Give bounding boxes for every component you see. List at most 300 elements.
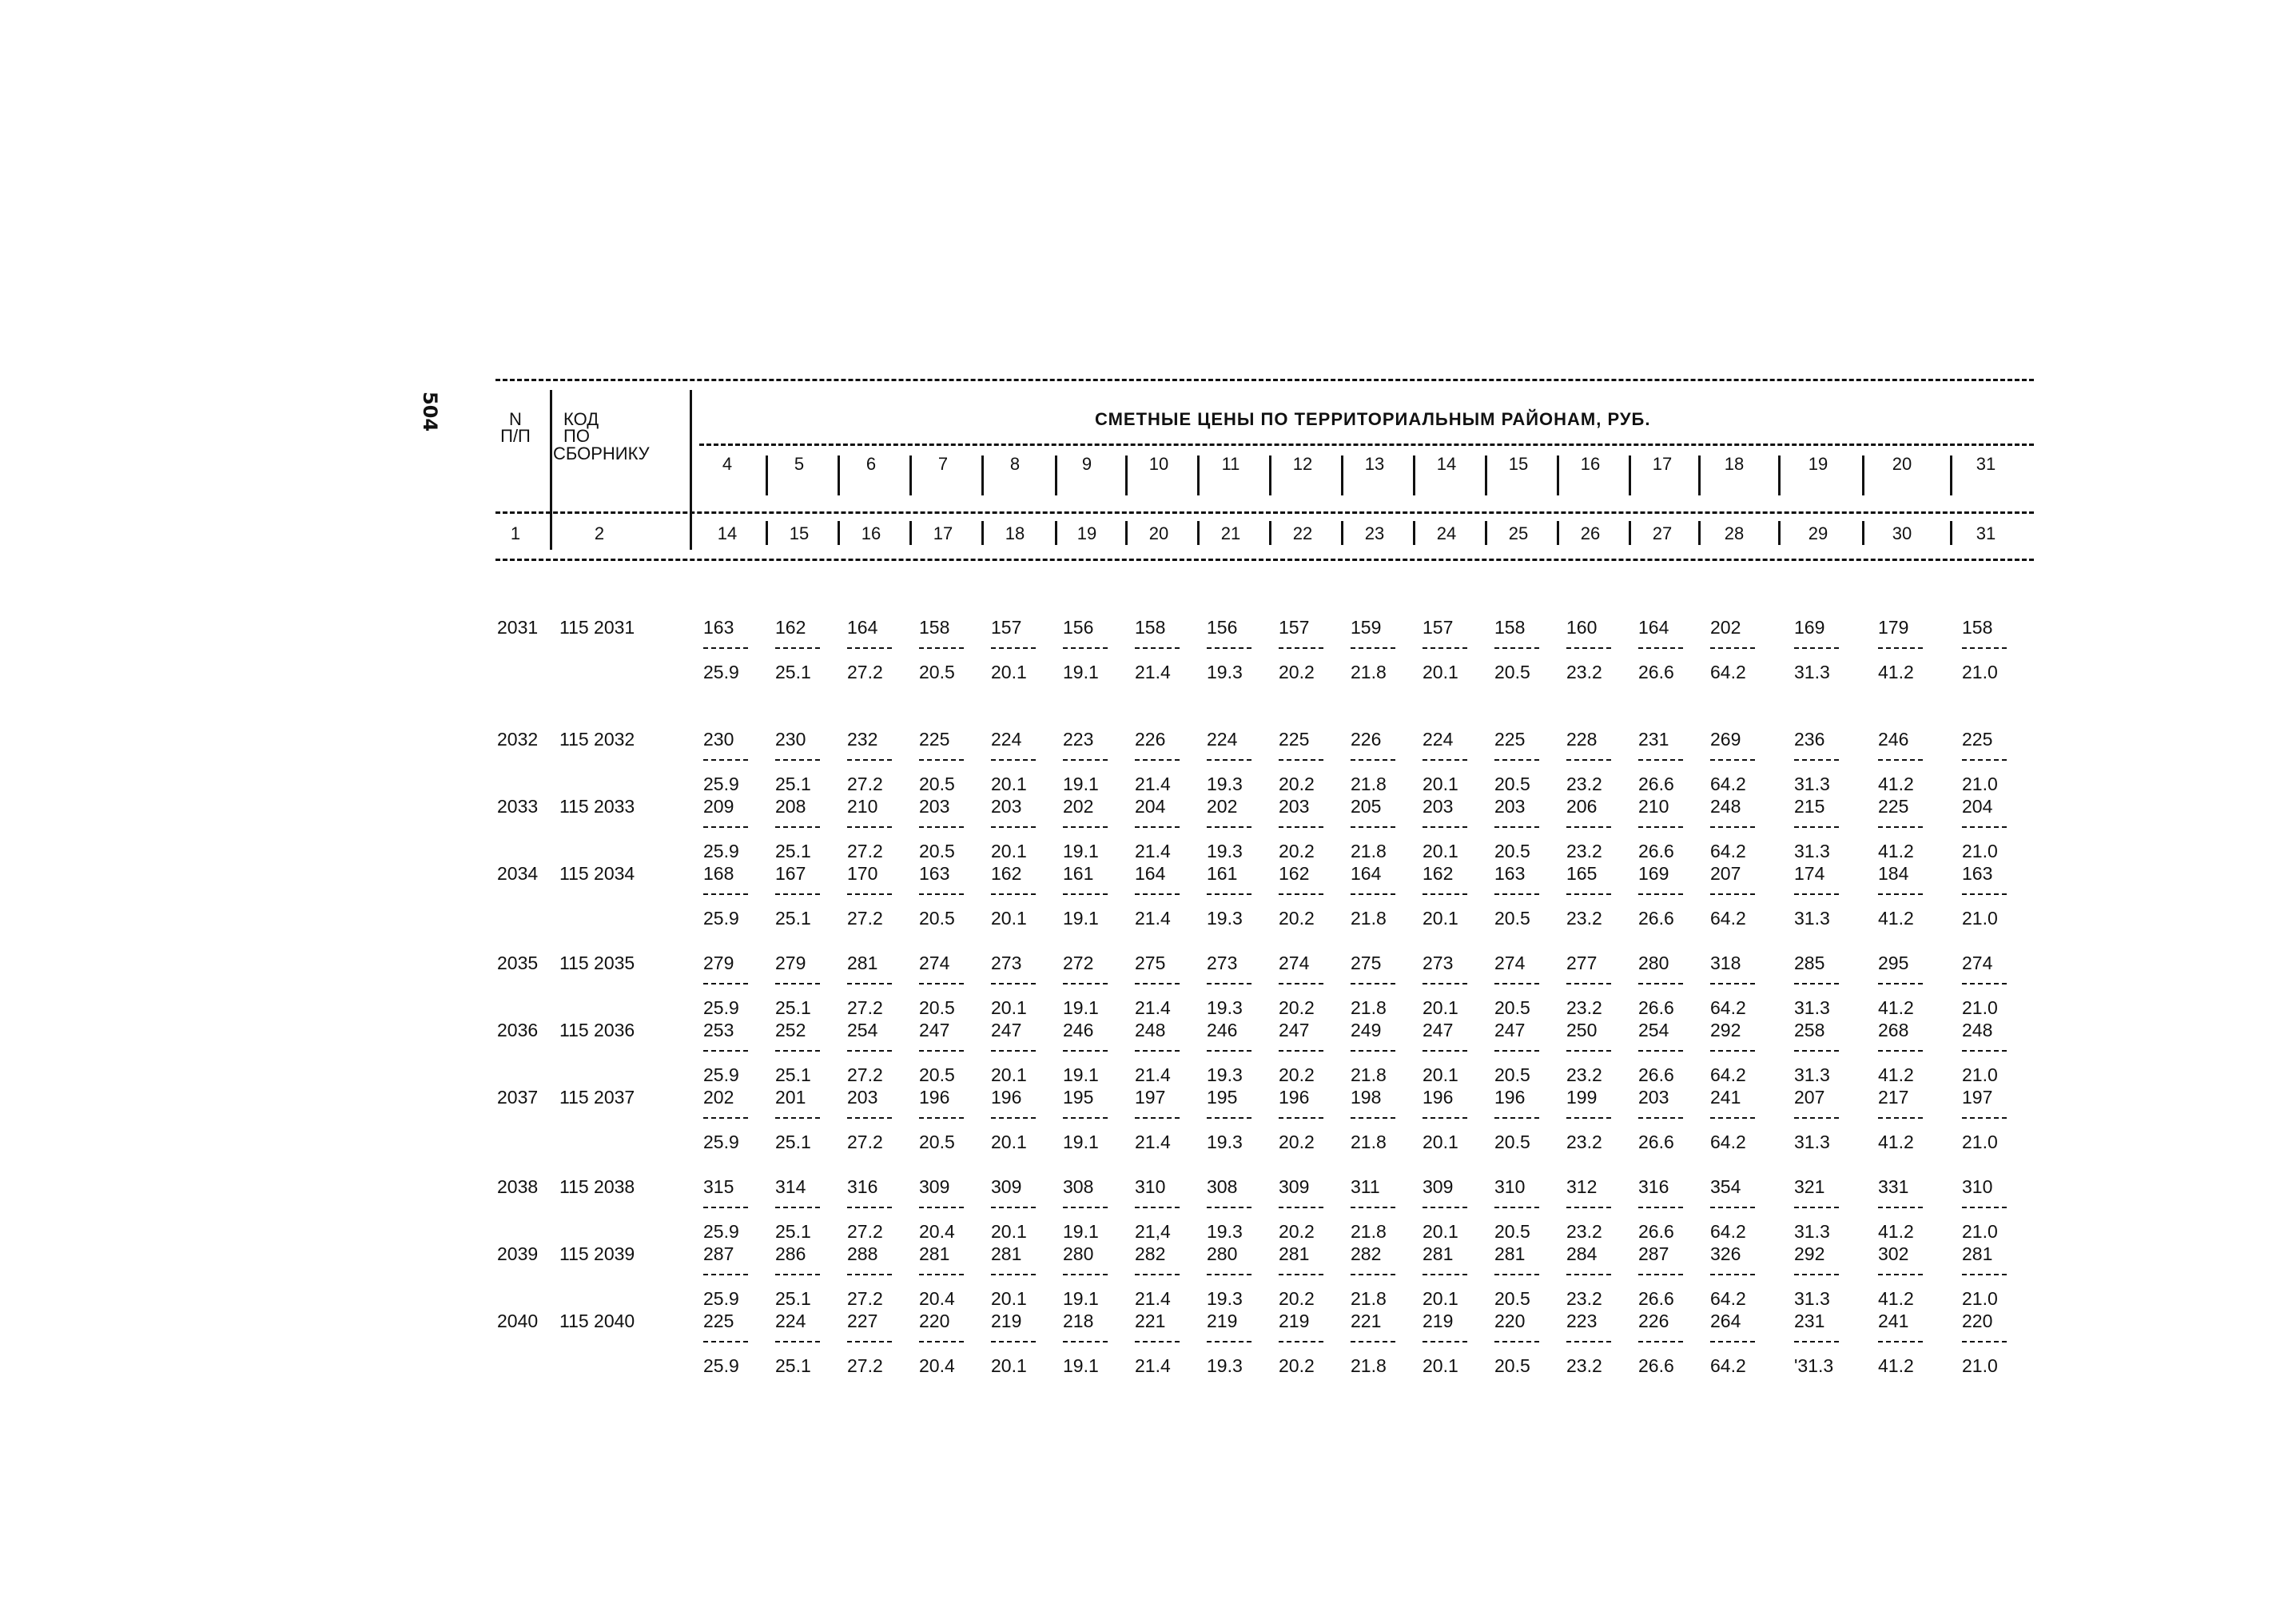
fraction-line <box>1279 1117 1323 1119</box>
price-coefficient: 20.2 <box>1279 1221 1315 1242</box>
price-value: 196 <box>1423 1087 1454 1108</box>
fraction-line <box>1207 1207 1251 1208</box>
fraction-line <box>1962 1050 2007 1052</box>
price-coefficient: 64.2 <box>1710 1355 1746 1376</box>
fraction-line <box>1494 759 1539 761</box>
fraction-line <box>919 1050 964 1052</box>
price-coefficient: 25.9 <box>703 1221 739 1242</box>
price-coefficient: 25.9 <box>703 1355 739 1376</box>
price-coefficient: 26.6 <box>1638 1355 1674 1376</box>
price-value: 248 <box>1135 1020 1166 1040</box>
fraction-line <box>775 647 820 649</box>
price-value: 273 <box>1207 953 1238 973</box>
fraction-line <box>1351 1274 1395 1275</box>
fraction-line <box>1878 1274 1923 1275</box>
price-value: 163 <box>919 863 950 884</box>
header-colnum: 31 <box>1976 523 1996 543</box>
price-coefficient: '31.3 <box>1794 1355 1834 1376</box>
fraction-line <box>1494 647 1539 649</box>
price-coefficient: 41.2 <box>1878 662 1914 682</box>
price-value: 162 <box>1279 863 1310 884</box>
price-value: 316 <box>1638 1176 1669 1197</box>
price-coefficient: 19.1 <box>1063 841 1099 861</box>
fraction-line <box>1878 983 1923 984</box>
fraction-line <box>1423 826 1467 828</box>
header-region: 6 <box>865 454 877 474</box>
price-value: 281 <box>1962 1243 1993 1264</box>
fraction-line <box>1962 759 2007 761</box>
price-coefficient: 19.3 <box>1207 1355 1243 1376</box>
price-coefficient: 26.6 <box>1638 1064 1674 1085</box>
row-number: 2040 <box>497 1311 539 1331</box>
price-value: 247 <box>1494 1020 1526 1040</box>
price-coefficient: 27.2 <box>847 662 883 682</box>
price-coefficient: 21.4 <box>1135 841 1171 861</box>
fraction-line <box>1638 1117 1683 1119</box>
price-value: 254 <box>1638 1020 1669 1040</box>
price-value: 246 <box>1207 1020 1238 1040</box>
price-value: 208 <box>775 796 806 817</box>
price-value: 203 <box>847 1087 878 1108</box>
fraction-line <box>775 893 820 895</box>
fraction-line <box>1494 1274 1539 1275</box>
price-coefficient: 21.8 <box>1351 774 1387 794</box>
price-value: 184 <box>1878 863 1909 884</box>
fraction-line <box>1063 1207 1108 1208</box>
header-colnum: 21 <box>1220 523 1241 543</box>
price-value: 274 <box>1279 953 1310 973</box>
price-value: 281 <box>1279 1243 1310 1264</box>
fraction-line <box>847 1117 892 1119</box>
fraction-line <box>1710 647 1755 649</box>
price-value: 281 <box>1423 1243 1454 1264</box>
fraction-line <box>1962 826 2007 828</box>
fraction-line <box>1207 1050 1251 1052</box>
price-value: 207 <box>1710 863 1741 884</box>
price-coefficient: 25.9 <box>703 908 739 929</box>
price-coefficient: 23.2 <box>1566 1355 1602 1376</box>
price-coefficient: 20.5 <box>1494 774 1530 794</box>
price-value: 230 <box>775 729 806 750</box>
fraction-line <box>991 1207 1036 1208</box>
header-sep-region <box>1862 455 1864 495</box>
fraction-line <box>1135 983 1180 984</box>
fraction-line <box>1063 893 1108 895</box>
fraction-line <box>847 983 892 984</box>
header-colnum: 26 <box>1580 523 1601 543</box>
price-value: 218 <box>1063 1311 1094 1331</box>
fraction-line <box>1351 1050 1395 1052</box>
fraction-line <box>1794 1117 1839 1119</box>
price-coefficient: 20.5 <box>919 662 955 682</box>
price-coefficient: 20.5 <box>919 908 955 929</box>
fraction-line <box>1135 1341 1180 1342</box>
price-value: 224 <box>1207 729 1238 750</box>
price-coefficient: 27.2 <box>847 997 883 1018</box>
header-colnum: 14 <box>717 523 738 543</box>
price-value: 225 <box>1962 729 1993 750</box>
price-value: 288 <box>847 1243 878 1264</box>
price-coefficient: 21.4 <box>1135 662 1171 682</box>
row-code: 115 2036 <box>559 1020 635 1040</box>
price-coefficient: 26.6 <box>1638 1132 1674 1152</box>
fraction-line <box>1423 893 1467 895</box>
fraction-line <box>1794 893 1839 895</box>
price-value: 196 <box>919 1087 950 1108</box>
fraction-line <box>1351 647 1395 649</box>
row-code: 115 2031 <box>559 617 635 638</box>
price-coefficient: 23.2 <box>1566 1288 1602 1309</box>
price-value: 275 <box>1351 953 1382 973</box>
price-value: 331 <box>1878 1176 1909 1197</box>
price-coefficient: 21.8 <box>1351 997 1387 1018</box>
fraction-line <box>1279 759 1323 761</box>
fraction-line <box>1638 893 1683 895</box>
price-value: 231 <box>1638 729 1669 750</box>
price-value: 274 <box>1962 953 1993 973</box>
price-coefficient: 25.1 <box>775 1288 811 1309</box>
price-coefficient: 23.2 <box>1566 1221 1602 1242</box>
price-coefficient: 19.1 <box>1063 1355 1099 1376</box>
header-region: 31 <box>1976 454 1996 474</box>
price-value: 221 <box>1135 1311 1166 1331</box>
price-value: 196 <box>1279 1087 1310 1108</box>
row-number: 2038 <box>497 1176 539 1197</box>
price-coefficient: 20.5 <box>1494 841 1530 861</box>
fraction-line <box>919 1274 964 1275</box>
price-coefficient: 21.4 <box>1135 908 1171 929</box>
price-coefficient: 25.9 <box>703 774 739 794</box>
price-coefficient: 41.2 <box>1878 841 1914 861</box>
fraction-line <box>1494 1341 1539 1342</box>
fraction-line <box>1794 1341 1839 1342</box>
price-value: 249 <box>1351 1020 1382 1040</box>
price-value: 309 <box>1423 1176 1454 1197</box>
price-value: 282 <box>1135 1243 1166 1264</box>
price-coefficient: 21.0 <box>1962 1288 1998 1309</box>
price-coefficient: 25.9 <box>703 1064 739 1085</box>
row-number: 2039 <box>497 1243 539 1264</box>
header-colnum: 16 <box>861 523 881 543</box>
price-coefficient: 20.1 <box>1423 1064 1458 1085</box>
fraction-line <box>1207 647 1251 649</box>
price-value: 199 <box>1566 1087 1598 1108</box>
price-value: 228 <box>1566 729 1598 750</box>
fraction-line <box>1494 983 1539 984</box>
price-coefficient: 20.1 <box>991 1064 1027 1085</box>
price-value: 204 <box>1135 796 1166 817</box>
price-coefficient: 31.3 <box>1794 1288 1830 1309</box>
header-sep-region <box>1950 455 1952 495</box>
price-coefficient: 19.3 <box>1207 841 1243 861</box>
fraction-line <box>1135 647 1180 649</box>
price-value: 210 <box>1638 796 1669 817</box>
price-value: 310 <box>1494 1176 1526 1197</box>
header-colnum-1: 1 <box>510 523 521 543</box>
fraction-line <box>1962 647 2007 649</box>
price-coefficient: 19.3 <box>1207 1288 1243 1309</box>
price-coefficient: 21.0 <box>1962 1355 1998 1376</box>
fraction-line <box>1638 647 1683 649</box>
fraction-line <box>919 759 964 761</box>
fraction-line <box>919 1341 964 1342</box>
price-coefficient: 20.5 <box>1494 1221 1530 1242</box>
fraction-line <box>1279 826 1323 828</box>
header-region: 18 <box>1724 454 1745 474</box>
price-coefficient: 25.1 <box>775 997 811 1018</box>
fraction-line <box>1494 826 1539 828</box>
price-coefficient: 20.1 <box>1423 1132 1458 1152</box>
price-coefficient: 27.2 <box>847 1355 883 1376</box>
fraction-line <box>847 759 892 761</box>
fraction-line <box>1351 759 1395 761</box>
price-coefficient: 20.1 <box>1423 1355 1458 1376</box>
fraction-line <box>1423 1207 1467 1208</box>
price-coefficient: 31.3 <box>1794 774 1830 794</box>
price-value: 258 <box>1794 1020 1825 1040</box>
price-value: 203 <box>1494 796 1526 817</box>
fraction-line <box>1279 647 1323 649</box>
price-coefficient: 19.1 <box>1063 908 1099 929</box>
fraction-line <box>847 1341 892 1342</box>
fraction-line <box>1566 983 1611 984</box>
fraction-line <box>1135 893 1180 895</box>
fraction-line <box>703 1117 748 1119</box>
price-coefficient: 20.4 <box>919 1355 955 1376</box>
price-value: 162 <box>1423 863 1454 884</box>
price-coefficient: 25.9 <box>703 1132 739 1152</box>
fraction-line <box>1494 893 1539 895</box>
price-value: 281 <box>991 1243 1022 1264</box>
price-coefficient: 20.5 <box>1494 908 1530 929</box>
price-value: 179 <box>1878 617 1909 638</box>
price-value: 219 <box>991 1311 1022 1331</box>
fraction-line <box>991 647 1036 649</box>
fraction-line <box>1962 983 2007 984</box>
fraction-line <box>1351 983 1395 984</box>
price-coefficient: 20.5 <box>919 841 955 861</box>
price-coefficient: 27.2 <box>847 1288 883 1309</box>
fraction-line <box>1794 647 1839 649</box>
price-coefficient: 19.3 <box>1207 1221 1243 1242</box>
header-region: 15 <box>1508 454 1529 474</box>
price-coefficient: 20.1 <box>991 997 1027 1018</box>
fraction-line <box>1638 1274 1683 1275</box>
price-coefficient: 20.5 <box>1494 1064 1530 1085</box>
fraction-line <box>919 1117 964 1119</box>
price-value: 236 <box>1794 729 1825 750</box>
price-value: 162 <box>991 863 1022 884</box>
header-sep-colnum <box>1698 521 1701 545</box>
price-coefficient: 20.1 <box>1423 1288 1458 1309</box>
fraction-line <box>1794 759 1839 761</box>
price-value: 253 <box>703 1020 734 1040</box>
fraction-line <box>1710 759 1755 761</box>
price-coefficient: 20.1 <box>991 1355 1027 1376</box>
price-value: 309 <box>991 1176 1022 1197</box>
fraction-line <box>1351 1207 1395 1208</box>
price-coefficient: 20.1 <box>991 1221 1027 1242</box>
price-coefficient: 20.2 <box>1279 662 1315 682</box>
fraction-line <box>1566 647 1611 649</box>
fraction-line <box>1878 1341 1923 1342</box>
price-coefficient: 31.3 <box>1794 1221 1830 1242</box>
price-value: 204 <box>1962 796 1993 817</box>
header-colnum: 20 <box>1148 523 1169 543</box>
fraction-line <box>1962 893 2007 895</box>
price-coefficient: 20.2 <box>1279 1288 1315 1309</box>
price-value: 310 <box>1135 1176 1166 1197</box>
fraction-line <box>1794 1207 1839 1208</box>
header-n2: П/П <box>500 426 531 446</box>
price-value: 246 <box>1878 729 1909 750</box>
price-coefficient: 27.2 <box>847 841 883 861</box>
fraction-line <box>1566 1117 1611 1119</box>
header-region: 11 <box>1221 454 1240 474</box>
header-region: 7 <box>937 454 949 474</box>
fraction-line <box>775 1050 820 1052</box>
fraction-line <box>1638 759 1683 761</box>
fraction-line <box>1063 759 1108 761</box>
page-number: 504 <box>419 392 441 432</box>
price-value: 224 <box>991 729 1022 750</box>
price-value: 292 <box>1710 1020 1741 1040</box>
price-coefficient: 25.1 <box>775 1355 811 1376</box>
price-value: 310 <box>1962 1176 1993 1197</box>
fraction-line <box>991 826 1036 828</box>
fraction-line <box>1063 1050 1108 1052</box>
price-value: 295 <box>1878 953 1909 973</box>
fraction-line <box>991 893 1036 895</box>
fraction-line <box>1494 1050 1539 1052</box>
price-coefficient: 21.0 <box>1962 997 1998 1018</box>
fraction-line <box>1423 983 1467 984</box>
price-coefficient: 31.3 <box>1794 997 1830 1018</box>
price-value: 217 <box>1878 1087 1909 1108</box>
fraction-line <box>1794 983 1839 984</box>
fraction-line <box>1962 1117 2007 1119</box>
price-value: 287 <box>1638 1243 1669 1264</box>
price-coefficient: 25.1 <box>775 1221 811 1242</box>
fraction-line <box>847 1050 892 1052</box>
price-value: 354 <box>1710 1176 1741 1197</box>
price-value: 308 <box>1063 1176 1094 1197</box>
fraction-line <box>775 1207 820 1208</box>
price-value: 157 <box>1423 617 1454 638</box>
price-value: 227 <box>847 1311 878 1331</box>
price-coefficient: 31.3 <box>1794 662 1830 682</box>
fraction-line <box>1794 1050 1839 1052</box>
price-value: 197 <box>1135 1087 1166 1108</box>
price-coefficient: 25.1 <box>775 908 811 929</box>
price-coefficient: 19.3 <box>1207 908 1243 929</box>
header-colnum: 17 <box>933 523 953 543</box>
price-value: 280 <box>1063 1243 1094 1264</box>
price-value: 284 <box>1566 1243 1598 1264</box>
price-value: 207 <box>1794 1087 1825 1108</box>
price-value: 157 <box>1279 617 1310 638</box>
fraction-line <box>1207 1117 1251 1119</box>
fraction-line <box>1063 983 1108 984</box>
price-coefficient: 23.2 <box>1566 1132 1602 1152</box>
row-code: 115 2038 <box>559 1176 635 1197</box>
row-code: 115 2032 <box>559 729 635 750</box>
price-value: 316 <box>847 1176 878 1197</box>
price-value: 170 <box>847 863 878 884</box>
header-region: 12 <box>1292 454 1313 474</box>
price-coefficient: 23.2 <box>1566 1064 1602 1085</box>
price-value: 225 <box>1494 729 1526 750</box>
price-value: 164 <box>847 617 878 638</box>
price-value: 223 <box>1566 1311 1598 1331</box>
price-coefficient: 41.2 <box>1878 1064 1914 1085</box>
price-value: 312 <box>1566 1176 1598 1197</box>
price-value: 202 <box>1063 796 1094 817</box>
header-sep-colnum <box>1778 521 1781 545</box>
price-value: 280 <box>1207 1243 1238 1264</box>
price-coefficient: 20.1 <box>991 1132 1027 1152</box>
price-value: 219 <box>1279 1311 1310 1331</box>
price-value: 252 <box>775 1020 806 1040</box>
fraction-line <box>1207 1341 1251 1342</box>
price-coefficient: 19.1 <box>1063 1288 1099 1309</box>
price-coefficient: 20.2 <box>1279 1064 1315 1085</box>
price-coefficient: 19.3 <box>1207 1064 1243 1085</box>
fraction-line <box>1351 1117 1395 1119</box>
price-coefficient: 21.4 <box>1135 774 1171 794</box>
price-coefficient: 19.3 <box>1207 1132 1243 1152</box>
price-coefficient: 25.9 <box>703 841 739 861</box>
price-coefficient: 21.0 <box>1962 841 1998 861</box>
fraction-line <box>1794 1274 1839 1275</box>
price-value: 202 <box>703 1087 734 1108</box>
price-coefficient: 31.3 <box>1794 1064 1830 1085</box>
fraction-line <box>1063 1117 1108 1119</box>
fraction-line <box>1962 1274 2007 1275</box>
price-coefficient: 64.2 <box>1710 997 1746 1018</box>
price-value: 209 <box>703 796 734 817</box>
price-coefficient: 21.8 <box>1351 1064 1387 1085</box>
fraction-line <box>1279 1050 1323 1052</box>
fraction-line <box>991 1341 1036 1342</box>
header-region: 16 <box>1580 454 1601 474</box>
price-value: 161 <box>1207 863 1238 884</box>
fraction-line <box>1135 1207 1180 1208</box>
fraction-line <box>991 759 1036 761</box>
price-value: 314 <box>775 1176 806 1197</box>
price-coefficient: 20.4 <box>919 1221 955 1242</box>
price-coefficient: 41.2 <box>1878 774 1914 794</box>
price-coefficient: 20.2 <box>1279 1355 1315 1376</box>
fraction-line <box>1962 1207 2007 1208</box>
fraction-line <box>703 1207 748 1208</box>
row-number: 2031 <box>497 617 539 638</box>
fraction-line <box>1423 1341 1467 1342</box>
price-value: 163 <box>1962 863 1993 884</box>
fraction-line <box>1878 647 1923 649</box>
price-value: 281 <box>919 1243 950 1264</box>
price-value: 220 <box>1962 1311 1993 1331</box>
price-value: 311 <box>1351 1176 1380 1197</box>
price-coefficient: 25.9 <box>703 997 739 1018</box>
price-coefficient: 20.1 <box>991 1288 1027 1309</box>
price-value: 158 <box>1962 617 1993 638</box>
fraction-line <box>847 1274 892 1275</box>
row-number: 2034 <box>497 863 539 884</box>
price-value: 275 <box>1135 953 1166 973</box>
fraction-line <box>991 1050 1036 1052</box>
price-coefficient: 20.2 <box>1279 1132 1315 1152</box>
